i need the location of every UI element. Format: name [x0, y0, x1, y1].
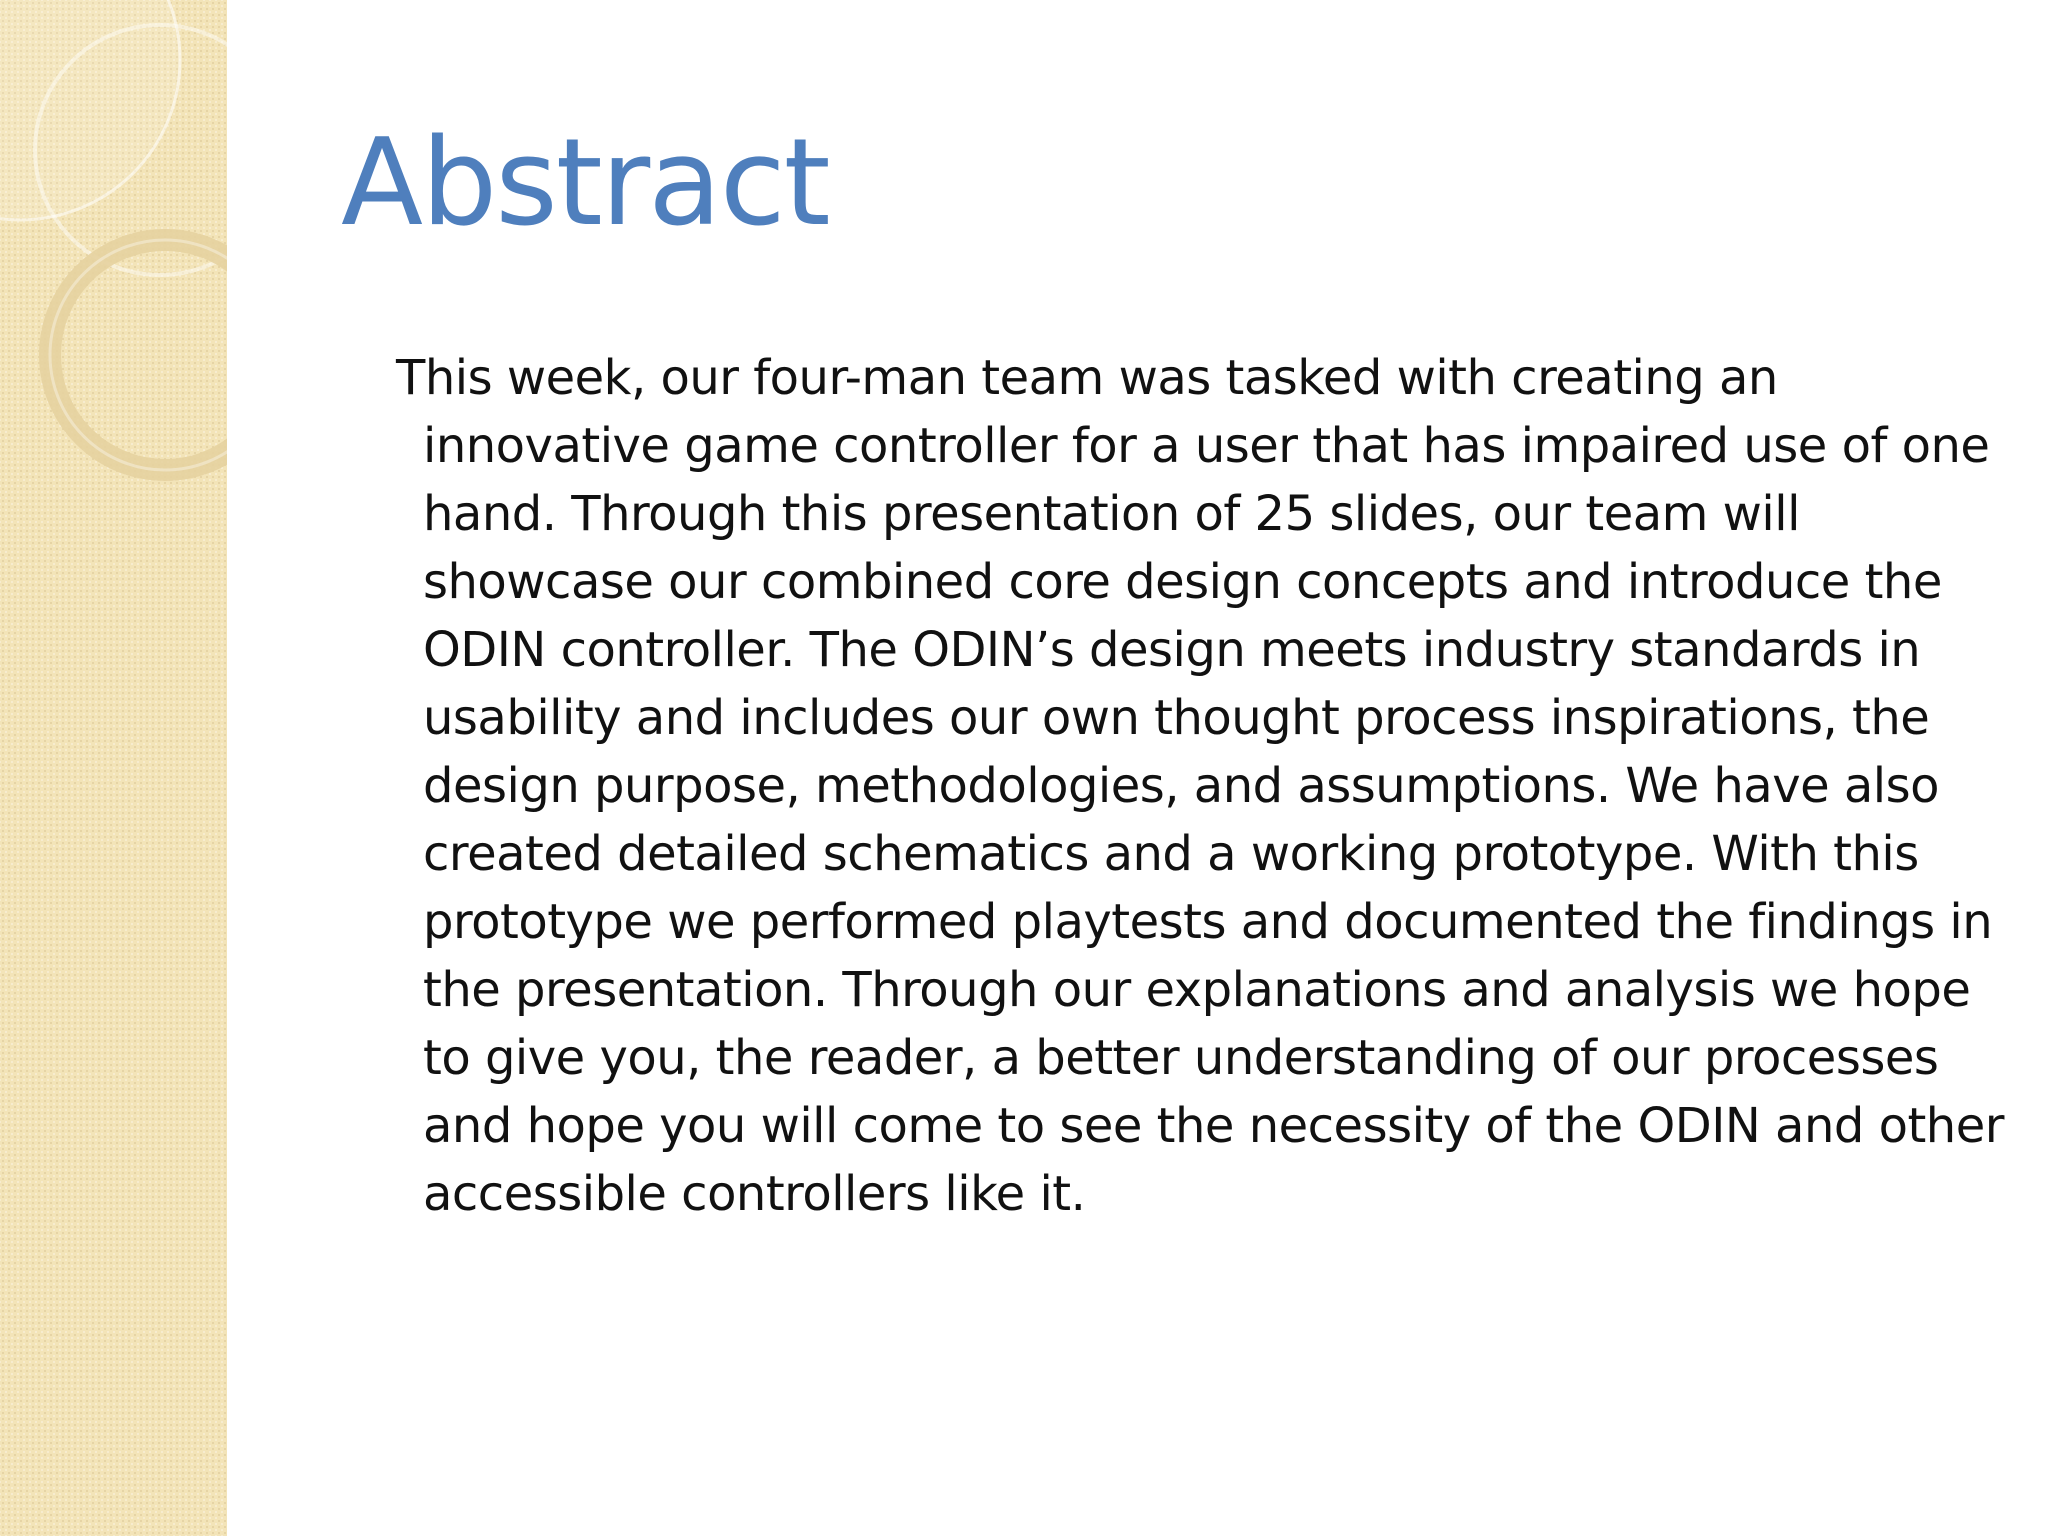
decorative-circles: [0, 0, 227, 1536]
abstract-body: This week, our four-man team was tasked with creating an innovative game controller for a user that has impaired use of one hand. Through this presentation of 25 slides, our team will showcase our combined core design concepts and introduce the ODIN controller. The ODIN’s design meets industry standards in usability and includes our own thought process inspirations, the design purpose, methodologies, and assumptions. We have also created detailed schematics and a working prototype. With this prototype we performed playtests and documented the findings in the presentation. Through our explanations and analysis we hope to give you, the reader, a better understanding of our processes and hope you will come to see the necessity of the ODIN and other accessible controllers like it.: [396, 350, 2004, 1222]
decorative-side-band: [0, 0, 227, 1536]
slide-title: Abstract: [341, 114, 829, 253]
